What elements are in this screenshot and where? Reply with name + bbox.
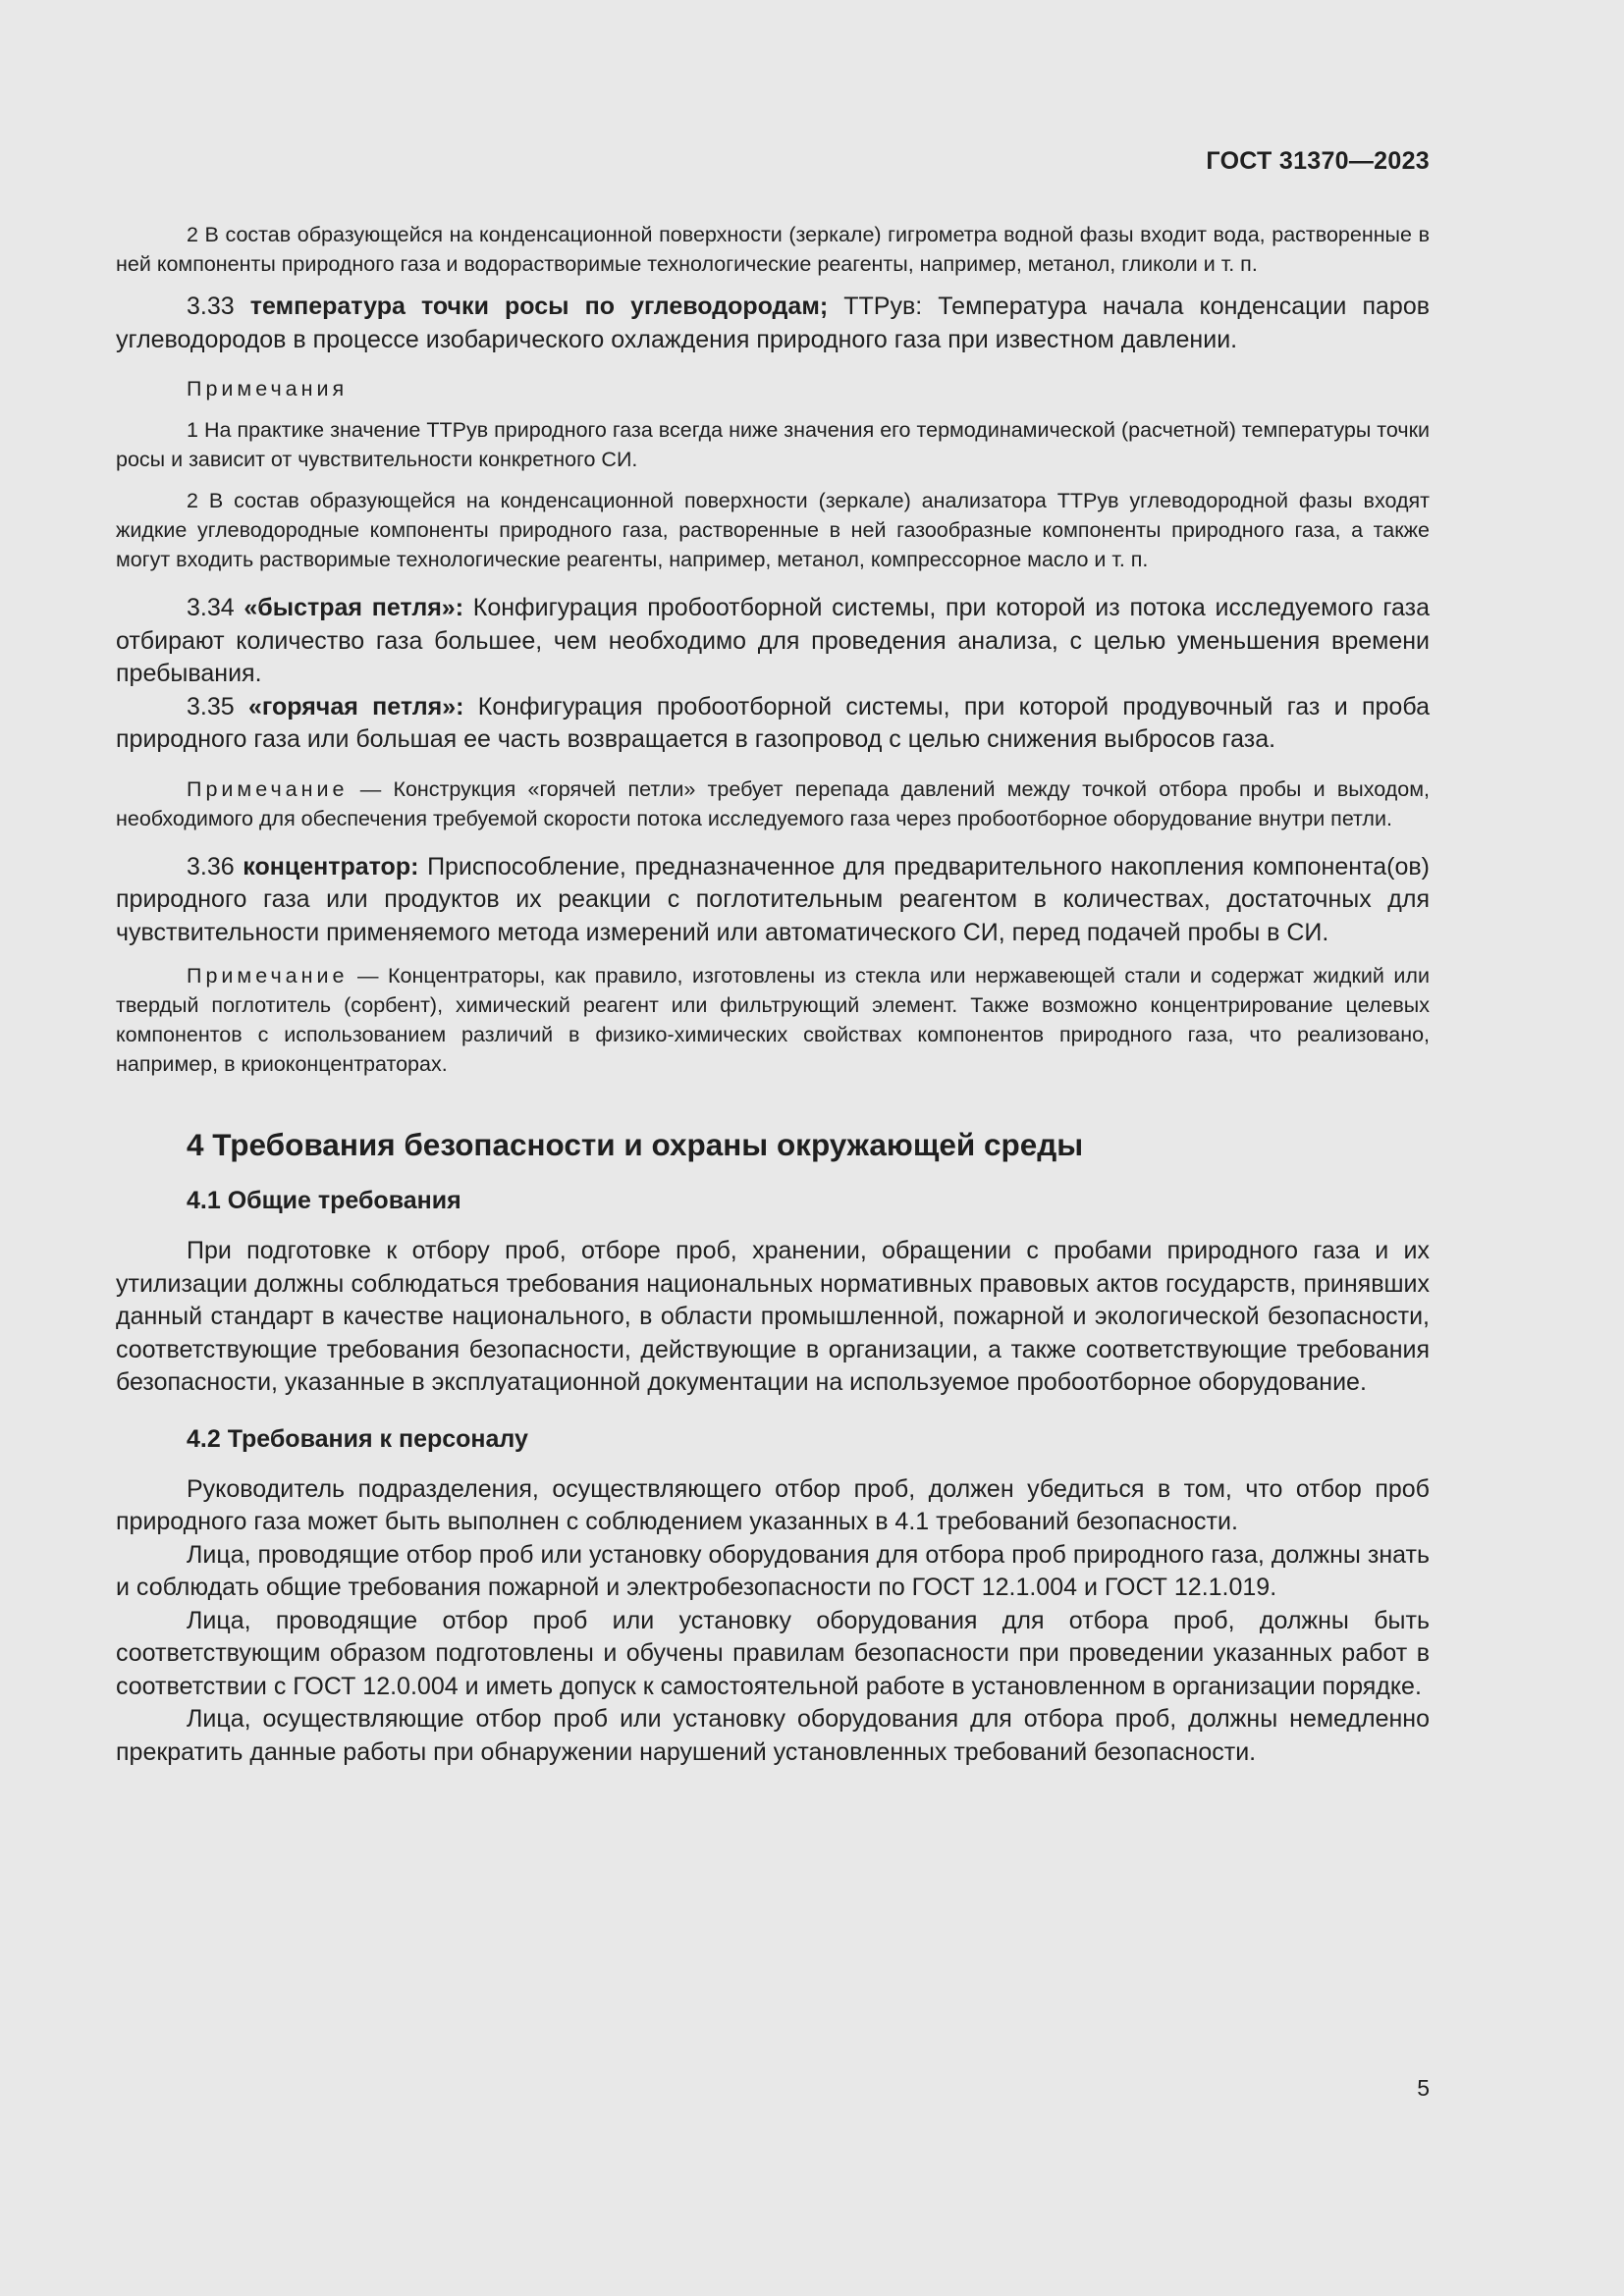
term-number: 3.35	[187, 692, 235, 721]
note-label: Примечание	[187, 776, 349, 801]
section-4-2-paragraph-2: Лица, проводящие отбор проб или установку оборудования для отбора проб природного газа, должны знать и соблюдать общие требования пожарной и электробезопасности по ГОСТ 12.1.004 и ГОСТ 12.1.019.	[116, 1540, 1430, 1601]
section-4-2-paragraph-4: Лица, осуществляющие отбор проб или установку оборудования для отбора проб, должны немедленно прекратить данные работы при обнаружении нарушений установленных требований безопасности.	[116, 1705, 1430, 1766]
note-hygrometer-water-phase: 2 В состав образующейся на конденсационной поверхности (зеркале) гигрометра водной фазы входит вода, растворенные в ней компоненты природного газа и водорастворимые технологические реагенты, например, метанол, гликоли и т. п.	[116, 223, 1430, 276]
term-number: 3.33	[187, 293, 235, 320]
term-title: «горячая петля»:	[248, 692, 464, 721]
term-title: концентратор:	[243, 852, 419, 881]
term-definition: ТТРув: Температура начала конденсации паров углеводородов в процессе изобарического охлаждения природного газа при известном давлении.	[116, 293, 1431, 353]
term-definition: Конфигурация пробоотборной системы, при которой из потока исследуемого газа отбирают количество газа большее, чем необходимо для проведения анализа, с целью уменьшения времени пребывания.	[116, 594, 1430, 687]
term-title: температура точки росы по углеводородам;	[249, 293, 829, 320]
note-3-36	[116, 961, 1430, 1079]
document-code-header: ГОСТ 31370—2023	[1206, 147, 1430, 175]
note-2-hydrocarbon-phase: 2 В состав образующейся на конденсационной поверхности (зеркале) анализатора ТТРув углеводородной фазы входят жидкие углеводородные компоненты природного газа, растворенные в ней газообразные компоненты природного газа, а также могут входить растворимые технологические реагенты, например, метанол, компрессорное масло и т. п.	[116, 489, 1430, 571]
section-4-1-heading: 4.1 Общие требования	[187, 1187, 461, 1214]
term-3-33	[116, 291, 1430, 356]
note-label: Примечание	[187, 964, 349, 988]
section-4-1-text: При подготовке к отбору проб, отборе проб, хранении, обращении с пробами природного газа и их утилизации должны соблюдаться требования национальных нормативных правовых актов государств, принявших данный стандарт в качестве национального, в области промышленной, пожарной и экологической безопасности, соответствующие требования безопасности, действующие в организации, а также соответствующие требования безопасности, указанные в эксплуатационной документации на используемое пробоотборное оборудование.	[116, 1237, 1430, 1396]
term-definition: Приспособление, предназначенное для предварительного накопления компонента(ов) природного газа или продуктов их реакции с поглотительным реагентом в количествах, достаточных для чувствительности применяемого метода измерений или автоматического СИ, перед подачей пробы в СИ.	[116, 852, 1430, 946]
term-number: 3.36	[187, 852, 235, 881]
term-definition: Конфигурация пробоотборной системы, при которой продувочный газ и проба природного газа или большая ее часть возвращается в газопровод с целью снижения выбросов газа.	[116, 692, 1430, 753]
section-4-heading: 4 Требования безопасности и охраны окружающей среды	[187, 1127, 1084, 1162]
page-number: 5	[1417, 2075, 1430, 2101]
note-1-dew-point: 1 На практике значение ТТРув природного газа всегда ниже значения его термодинамической (расчетной) температуры точки росы и зависит от чувствительности конкретного СИ.	[116, 418, 1430, 471]
notes-heading: Примечания	[187, 377, 349, 400]
section-4-2-paragraph-1: Руководитель подразделения, осуществляющего отбор проб, должен убедиться в том, что отбор проб природного газа может быть выполнен с соблюдением указанных в 4.1 требований безопасности.	[116, 1474, 1430, 1535]
note-3-35	[116, 774, 1430, 833]
term-number: 3.34	[187, 594, 235, 621]
term-3-35	[116, 691, 1430, 757]
document-body	[116, 220, 1430, 1769]
term-title: «быстрая петля»:	[244, 594, 464, 621]
section-4-2-heading: 4.2 Требования к персоналу	[187, 1424, 528, 1453]
section-4-2-paragraph-3: Лица, проводящие отбор проб или установку оборудования для отбора проб, должны быть соответствующим образом подготовлены и обучены правилам безопасности при проведении указанных работ в соответствии с ГОСТ 12.0.004 и иметь допуск к самостоятельной работе в установленном в организации порядке.	[116, 1606, 1430, 1700]
note-text: — Концентраторы, как правило, изготовлены из стекла или нержавеющей стали и содержат жидкий или твердый поглотитель (сорбент), химический реагент или фильтрующий элемент. Также возможно концентрирование целевых компонентов с использованием различий в физико-химических свойствах компонентов природного газа, что реализовано, например, в криоконцентраторах.	[116, 964, 1430, 1076]
term-3-36	[116, 851, 1430, 950]
term-3-34	[116, 592, 1430, 691]
note-text: — Конструкция «горячей петли» требует перепада давлений между точкой отбора пробы и выходом, необходимого для обеспечения требуемой скорости потока исследуемого газа через пробоотборное оборудование внутри петли.	[116, 776, 1430, 830]
